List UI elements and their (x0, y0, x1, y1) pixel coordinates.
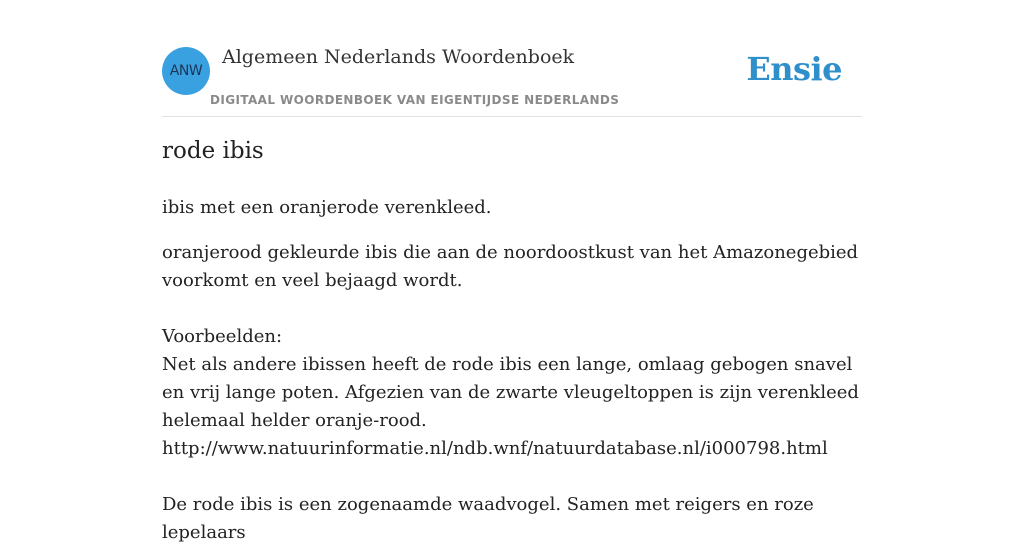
example-source: http://www.natuurinformatie.nl/ndb.wnf/natuurdatabase.nl/i000798.html (162, 438, 828, 459)
example-text: De rode ibis is een zogenaamde waadvogel. Samen met reigers en roze lepelaars (162, 494, 814, 543)
example-text: Net als andere ibissen heeft de rode ibis een lange, omlaag gebogen snavel en vrij lange poten. Afgezien van de zwarte vleugeltoppen is zijn verenkleed helemaal helder oranje-rood. (162, 354, 859, 431)
site-title[interactable]: Algemeen Nederlands Woordenboek (222, 46, 575, 68)
page-container (162, 0, 862, 543)
entry-description: oranjerood gekleurde ibis die aan de noordoostkust van het Amazonegebied voorkomt en veel bejaagd wordt. (162, 242, 859, 291)
anw-logo[interactable] (162, 47, 210, 95)
spacer (162, 463, 867, 491)
examples-heading: Voorbeelden: (162, 326, 283, 347)
ensie-brand-link[interactable]: Ensie (746, 50, 842, 88)
entry-title: rode ibis (162, 138, 264, 164)
entry-description-block (162, 239, 867, 547)
entry-definition: ibis met een oranjerode verenkleed. (162, 197, 492, 218)
spacer (162, 295, 867, 323)
site-subtitle: DIGITAAL WOORDENBOEK VAN EIGENTIJDSE NEDERLANDS (210, 93, 620, 107)
logo-text: ANW (169, 63, 203, 79)
site-header (162, 0, 862, 117)
